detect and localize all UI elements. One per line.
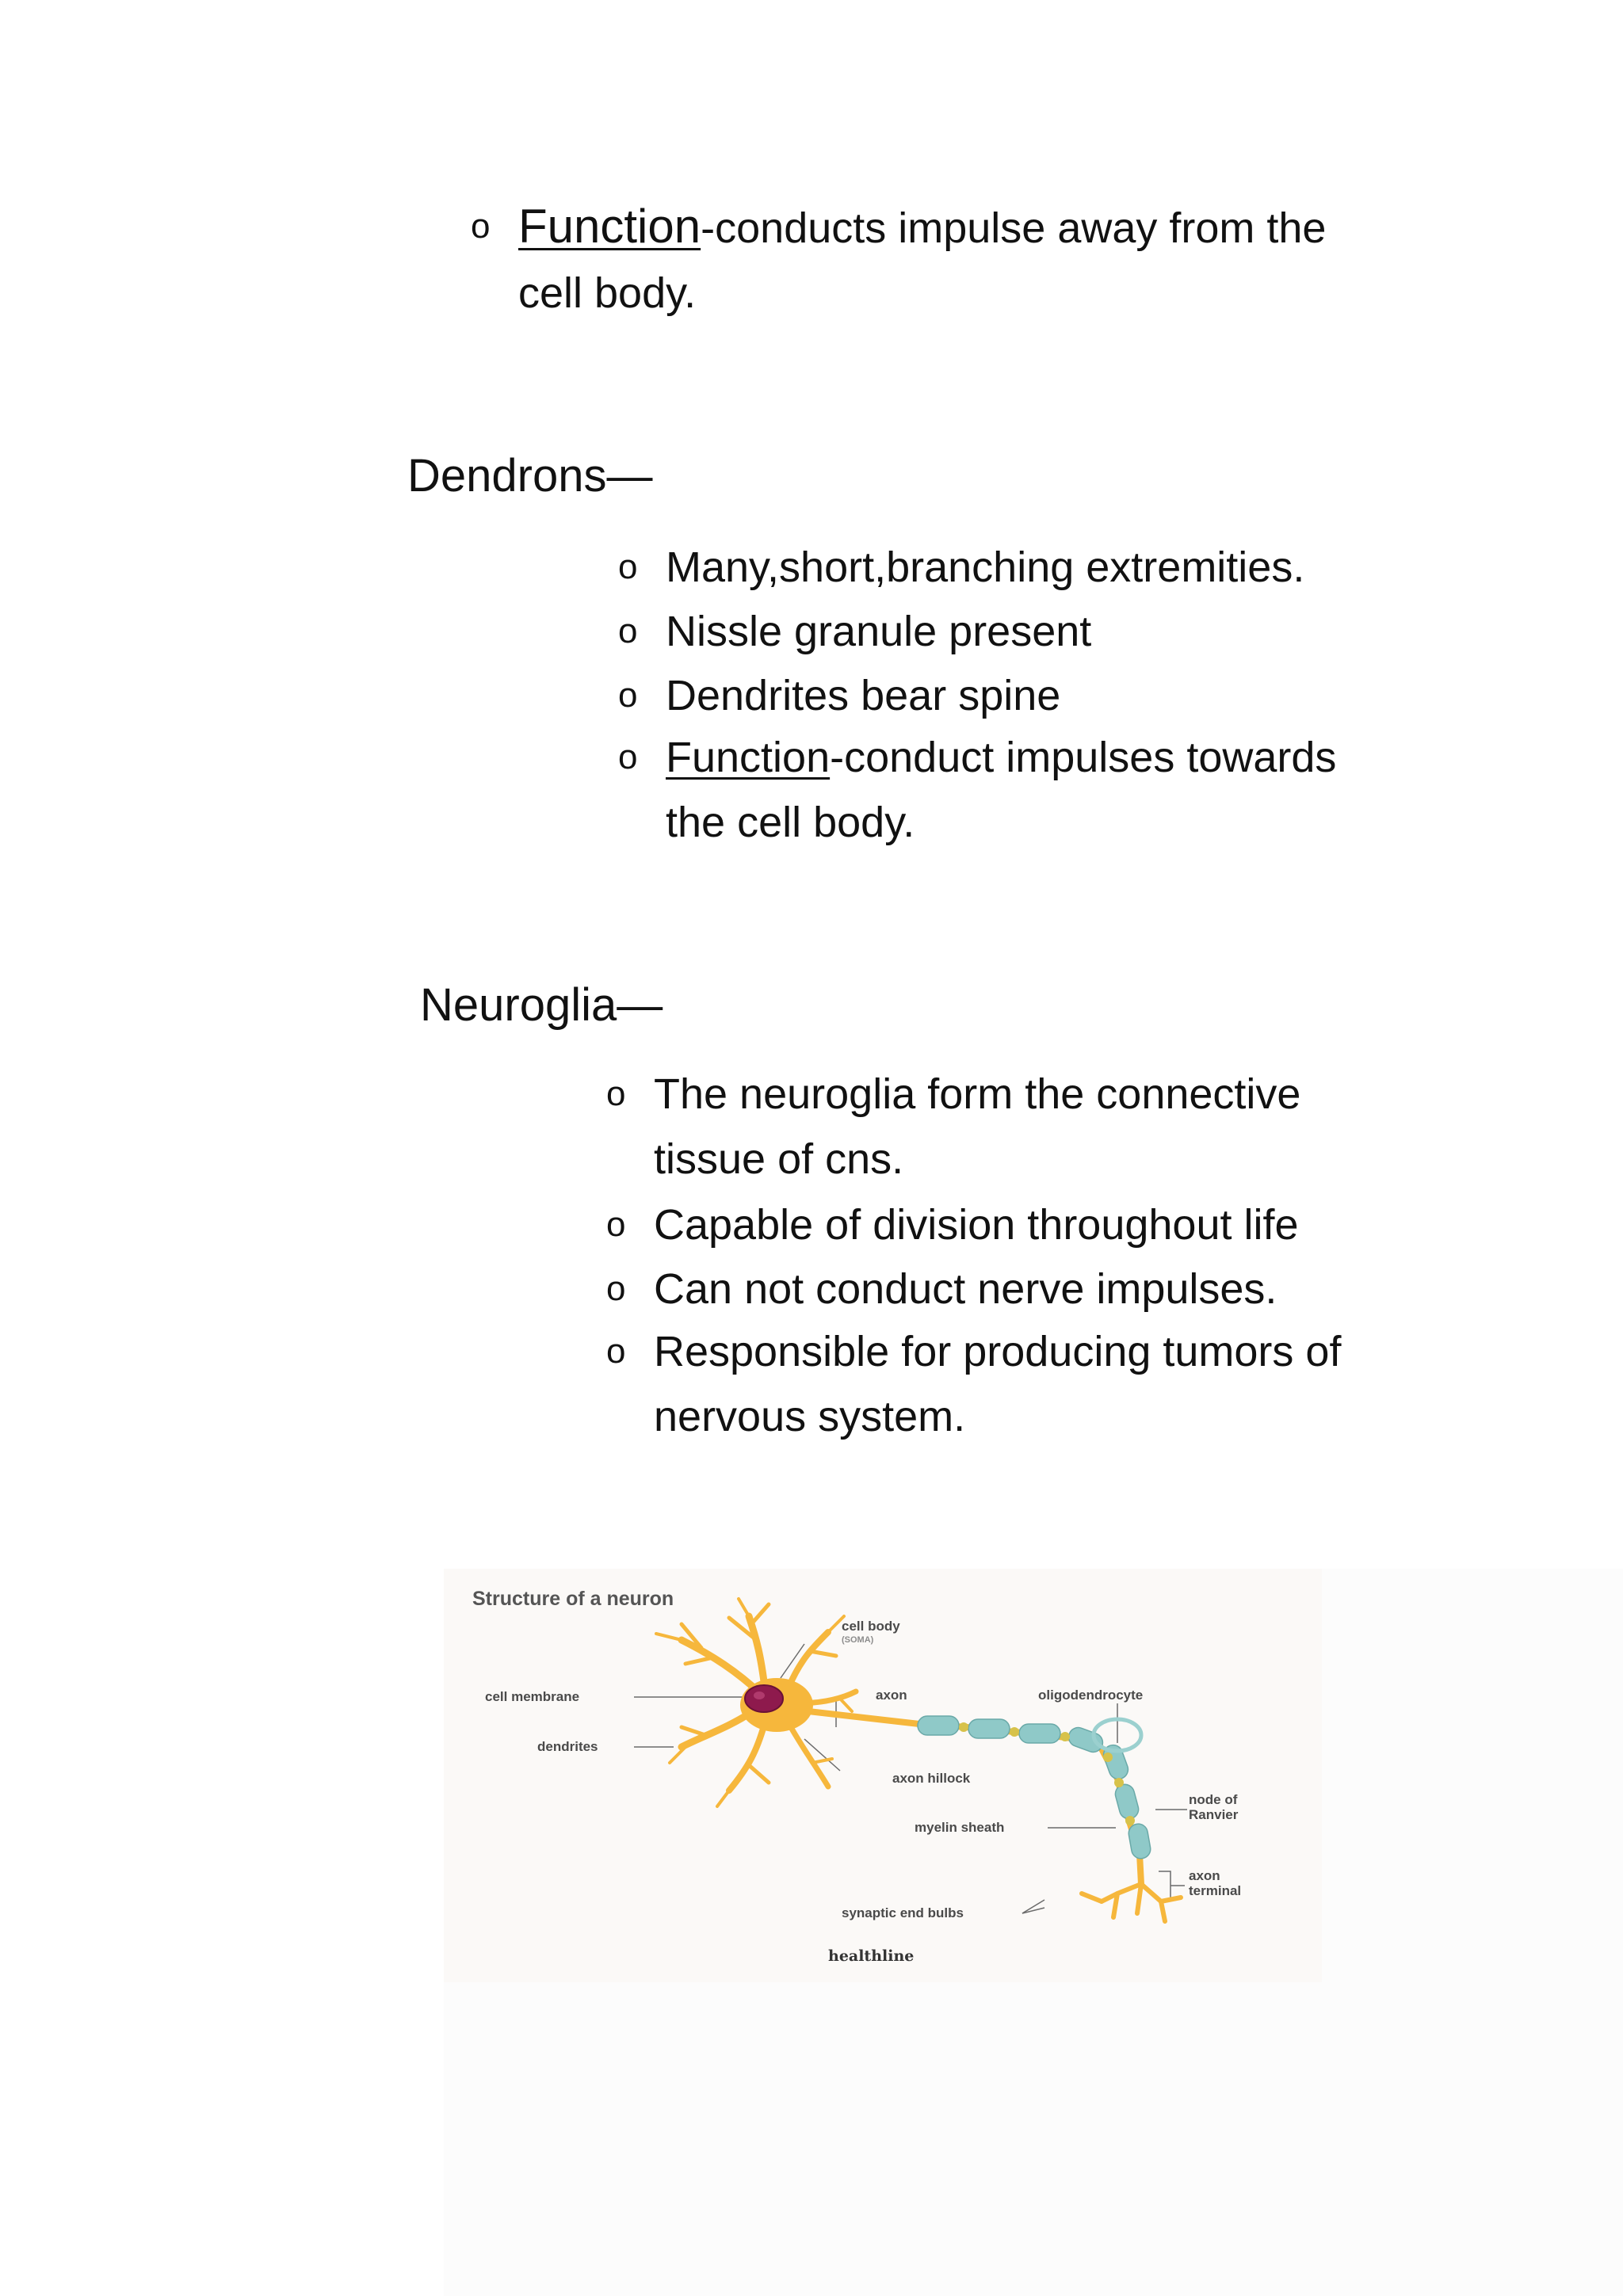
dendrons-item-2 <box>618 599 1490 664</box>
function-label: Function <box>666 734 831 781</box>
neuroglia-item-text: Responsible for producing tumors of <box>654 1328 1342 1375</box>
function-text-continued: cell body. <box>518 269 697 317</box>
bullet-icon: o <box>618 676 638 715</box>
function-text: -conduct impulses towards <box>830 734 1337 781</box>
dendrons-item-text: Nissle granule present <box>666 608 1092 655</box>
neuroglia-item-text: Capable of division throughout life <box>654 1201 1299 1249</box>
dendrons-function-item <box>618 725 1490 855</box>
axon-function-item <box>471 194 1422 326</box>
bullet-icon: o <box>618 547 638 586</box>
cell-body-label: cell body <box>842 1619 900 1634</box>
bullet-icon: o <box>606 1205 626 1244</box>
node-of-ranvier-label-2: Ranvier <box>1189 1807 1239 1822</box>
bullet-icon: o <box>606 1332 626 1371</box>
bullet-icon: o <box>606 1269 626 1308</box>
neuron-figure <box>444 1569 1322 1982</box>
neuroglia-item-text: The neuroglia form the connective <box>654 1070 1301 1118</box>
neuroglia-item-4 <box>606 1319 1518 1449</box>
function-text-continued: the cell body. <box>666 799 915 846</box>
synaptic-end-bulbs-label: synaptic end bulbs <box>842 1905 964 1920</box>
oligodendrocyte-label: oligodendrocyte <box>1038 1688 1144 1703</box>
bullet-icon: o <box>618 738 638 776</box>
neuroglia-item-2 <box>606 1192 1518 1257</box>
bullet-icon: o <box>618 612 638 650</box>
axon-terminal-label-2: terminal <box>1189 1883 1242 1898</box>
node-of-ranvier-label-1: node of <box>1189 1792 1238 1807</box>
neuroglia-item-3 <box>606 1257 1518 1322</box>
dendrons-item-text: Dendrites bear spine <box>666 672 1061 719</box>
neuroglia-item-text-continued: nervous system. <box>654 1393 966 1440</box>
myelin-sheath-label: myelin sheath <box>915 1820 1005 1835</box>
figure-title: Structure of a neuron <box>472 1588 674 1610</box>
axon-terminal-label-1: axon <box>1189 1868 1220 1883</box>
axon-label: axon <box>876 1688 907 1703</box>
neuroglia-item-text-continued: tissue of cns. <box>654 1135 904 1183</box>
neuroglia-heading: Neuroglia— <box>420 979 663 1031</box>
dendrites-label: dendrites <box>537 1739 598 1754</box>
nucleus <box>745 1685 783 1712</box>
function-label: Function <box>518 200 701 253</box>
function-text: -conducts impulse away from the <box>701 204 1327 252</box>
soma-label: (SOMA) <box>842 1635 874 1645</box>
healthline-logo: healthline <box>828 1947 915 1965</box>
dendrons-item-text: Many,short,branching extremities. <box>666 543 1305 591</box>
neuroglia-item-text: Can not conduct nerve impulses. <box>654 1265 1277 1313</box>
axon-terminal <box>1082 1884 1181 1921</box>
dendrons-item-1 <box>618 535 1490 600</box>
bullet-icon: o <box>471 207 491 246</box>
dendrons-item-3 <box>618 663 1490 728</box>
dendrons-heading: Dendrons— <box>407 450 653 502</box>
neuroglia-item-1 <box>606 1062 1518 1192</box>
bullet-icon: o <box>606 1074 626 1113</box>
cell-membrane-label: cell membrane <box>485 1689 580 1704</box>
axon-hillock-label: axon hillock <box>892 1771 971 1786</box>
